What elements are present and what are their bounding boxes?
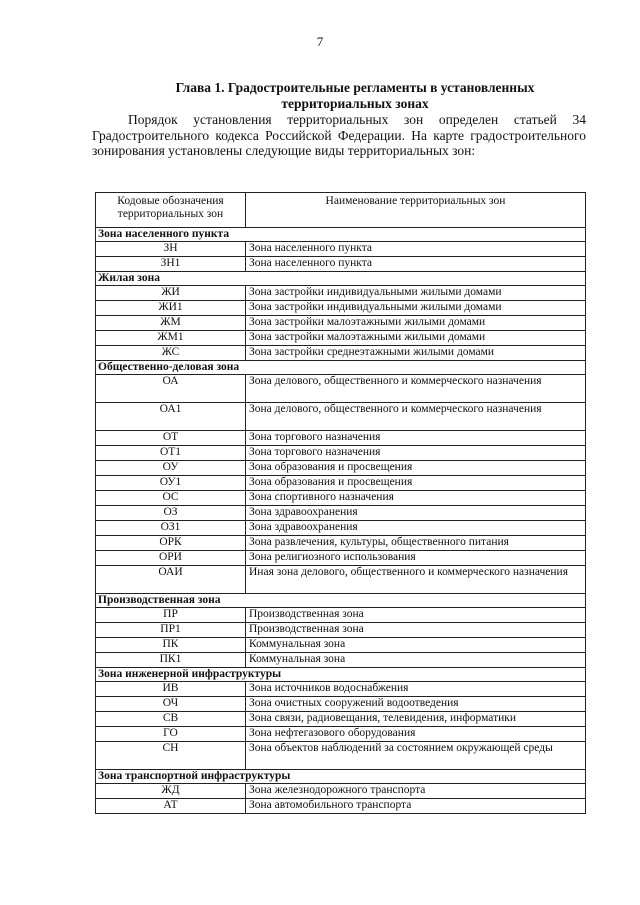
zone-name: Зона спортивного назначения [246,491,586,506]
table-row [96,653,586,668]
page-number: 7 [316,34,324,49]
header-code: Кодовые обозначения территориальных зон [96,193,246,228]
zone-code: ЖС [96,346,246,361]
zone-code: ЖМ [96,316,246,331]
zone-code: ОТ [96,431,246,446]
zone-code: ОС [96,491,246,506]
zone-code: ГО [96,727,246,742]
zone-name: Зона застройки малоэтажными жилыми домами [246,316,586,331]
table-row [96,682,586,697]
zone-name: Зона застройки индивидуальными жилыми домами [246,301,586,316]
zone-name: Зона торгового назначения [246,446,586,461]
zone-code: СВ [96,712,246,727]
table-row [96,461,586,476]
table-row [96,316,586,331]
zone-name: Зона образования и просвещения [246,461,586,476]
zone-name: Зона железнодорожного транспорта [246,784,586,799]
zone-code: ОА [96,375,246,403]
group-row [96,668,586,682]
zone-code: ЖИ [96,286,246,301]
group-row [96,770,586,784]
table-row [96,712,586,727]
zones-body [96,228,586,814]
table-row [96,446,586,461]
zone-code: ОЧ [96,697,246,712]
intro-paragraph: Порядок установления территориальных зон определен статьей 34 Градостроительного кодекса Российской Федерации. На карте градостроительного зонирования установлены следующие виды территориальных зон: [92,112,586,158]
zone-name: Зона застройки малоэтажными жилыми домами [246,331,586,346]
header-name: Наименование территориальных зон [246,193,586,228]
zone-code: ОУ1 [96,476,246,491]
zone-code: ЗН [96,242,246,257]
group-title: Общественно-деловая зона [96,361,586,375]
table-row [96,331,586,346]
table-header-row [96,193,586,228]
table-row [96,257,586,272]
table-row [96,242,586,257]
zone-code: ОТ1 [96,446,246,461]
zone-code: ОАИ [96,566,246,594]
zone-name: Зона делового, общественного и коммерческого назначения [246,375,586,403]
zone-name: Зона застройки среднеэтажными жилыми домами [246,346,586,361]
table-row [96,346,586,361]
zone-name: Зона источников водоснабжения [246,682,586,697]
zone-code: ОРК [96,536,246,551]
zone-code: ОУ [96,461,246,476]
zone-name: Иная зона делового, общественного и коммерческого назначения [246,566,586,594]
zone-code: ИВ [96,682,246,697]
zone-name: Зона образования и просвещения [246,476,586,491]
zone-code: ОРИ [96,551,246,566]
chapter-title: Глава 1. Градостроительные регламенты в установленных территориальных зонах [175,80,535,111]
zone-name: Зона здравоохранения [246,521,586,536]
group-title: Зона инженерной инфраструктуры [96,668,586,682]
zone-code: ПР1 [96,623,246,638]
zone-code: СН [96,742,246,770]
zone-code: ЖИ1 [96,301,246,316]
zone-name: Зона застройки индивидуальными жилыми домами [246,286,586,301]
table-row [96,301,586,316]
zone-name: Зона здравоохранения [246,506,586,521]
group-title: Жилая зона [96,272,586,286]
group-title: Зона населенного пункта [96,228,586,242]
table-row [96,403,586,431]
zone-code: ОА1 [96,403,246,431]
group-title: Зона транспортной инфраструктуры [96,770,586,784]
group-row [96,228,586,242]
zone-name: Зона населенного пункта [246,257,586,272]
table-row [96,521,586,536]
zone-code: ОЗ1 [96,521,246,536]
zone-code: ЖМ1 [96,331,246,346]
group-title: Производственная зона [96,594,586,608]
table-row [96,476,586,491]
zone-code: ОЗ [96,506,246,521]
zone-name: Коммунальная зона [246,653,586,668]
table-row [96,566,586,594]
zone-name: Зона торгового назначения [246,431,586,446]
zone-name: Зона населенного пункта [246,242,586,257]
table-row [96,742,586,770]
table-row [96,638,586,653]
zone-name: Производственная зона [246,608,586,623]
table-row [96,286,586,301]
zone-name: Зона развлечения, культуры, общественного питания [246,536,586,551]
zone-name: Зона очистных сооружений водоотведения [246,697,586,712]
zone-code: ПК [96,638,246,653]
table-row [96,623,586,638]
table-row [96,536,586,551]
table-row [96,727,586,742]
zone-name: Коммунальная зона [246,638,586,653]
table-row [96,491,586,506]
table-row [96,608,586,623]
zone-code: ЗН1 [96,257,246,272]
zone-name: Зона религиозного использования [246,551,586,566]
zone-code: ПР [96,608,246,623]
table-row [96,784,586,799]
group-row [96,594,586,608]
group-row [96,272,586,286]
table-row [96,799,586,814]
zone-name: Производственная зона [246,623,586,638]
zone-code: АТ [96,799,246,814]
zone-name: Зона объектов наблюдений за состоянием окружающей среды [246,742,586,770]
zone-name: Зона нефтегазового оборудования [246,727,586,742]
table-row [96,375,586,403]
table-row [96,551,586,566]
table-row [96,697,586,712]
zone-name: Зона автомобильного транспорта [246,799,586,814]
zone-code: ЖД [96,784,246,799]
group-row [96,361,586,375]
zone-name: Зона связи, радиовещания, телевидения, информатики [246,712,586,727]
table-row [96,506,586,521]
zones-table [95,192,586,814]
table-row [96,431,586,446]
zone-name: Зона делового, общественного и коммерческого назначения [246,403,586,431]
zone-code: ПК1 [96,653,246,668]
